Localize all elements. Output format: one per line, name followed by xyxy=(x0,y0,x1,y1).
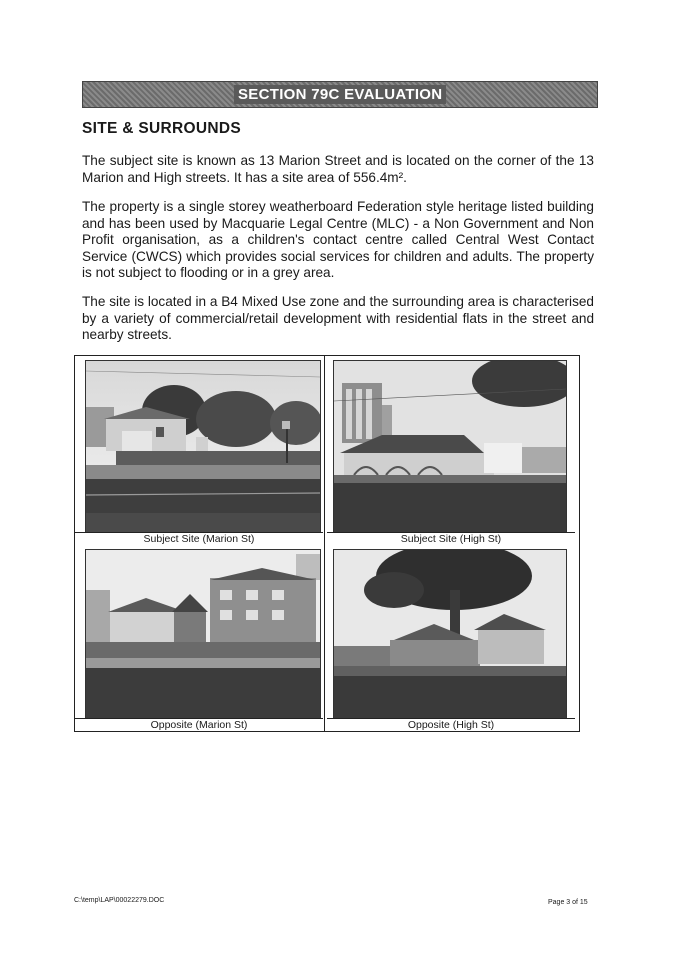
photo-subject-site-marion-image xyxy=(86,361,320,532)
photo-opposite-high xyxy=(333,549,567,719)
caption-subject-site-marion: Subject Site (Marion St) xyxy=(75,532,323,545)
section-heading: SITE & SURROUNDS xyxy=(82,120,241,137)
caption-subject-site-high: Subject Site (High St) xyxy=(327,532,575,545)
grid-divider xyxy=(324,356,325,731)
section-banner xyxy=(82,81,598,108)
footer-page-number: Page 3 of 15 xyxy=(548,899,588,906)
caption-opposite-high: Opposite (High St) xyxy=(327,718,575,731)
photo-grid xyxy=(74,355,580,732)
photo-opposite-marion xyxy=(85,549,321,719)
photo-subject-site-marion xyxy=(85,360,321,533)
photo-subject-site-high xyxy=(333,360,567,533)
photo-opposite-high-image xyxy=(334,550,566,718)
footer-file-path: C:\temp\LAP\00022279.DOC xyxy=(74,897,165,904)
photo-subject-site-high-image xyxy=(334,361,566,532)
paragraph-site-address: The subject site is known as 13 Marion Street and is located on the corner of the 13 Marion and High streets. It has a site area of 556.4m². xyxy=(82,153,594,185)
caption-opposite-marion: Opposite (Marion St) xyxy=(75,718,323,731)
paragraph-zoning: The site is located in a B4 Mixed Use zone and the surrounding area is characterised by a variety of commercial/retail development with residential flats in the street and nearby streets. xyxy=(82,294,594,342)
photo-opposite-marion-image xyxy=(86,550,320,718)
paragraph-property-description: The property is a single storey weatherboard Federation style heritage listed building and has been used by Macquarie Legal Centre (MLC) - a Non Government and Non Profit organisation, as a children's contact centre called Central West Contact Service (CWCS) which provides social services for children and adults. The property is not subject to flooding or in a grey area. xyxy=(82,199,594,280)
section-banner-title: SECTION 79C EVALUATION xyxy=(234,85,446,104)
